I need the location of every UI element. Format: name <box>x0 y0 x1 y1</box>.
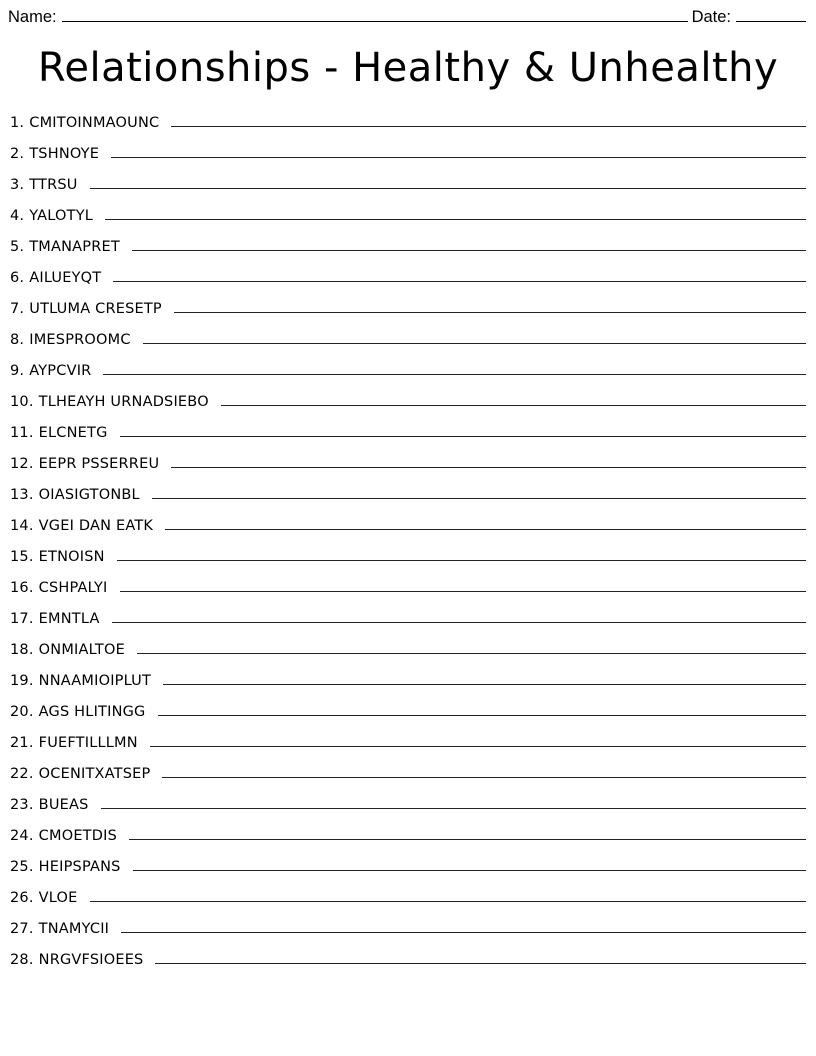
list-item <box>8 363 808 394</box>
list-item-number: 14. <box>10 518 34 534</box>
list-item-word: OCENITXATSEP <box>38 766 151 782</box>
list-item-number: 13. <box>10 487 34 503</box>
list-item <box>8 952 808 983</box>
list-item-number: 1. <box>10 115 25 131</box>
list-item-word: CMITOINMAOUNC <box>29 115 160 131</box>
list-item-word: BUEAS <box>38 797 89 813</box>
list-item <box>8 642 808 673</box>
list-item-word: ELCNETG <box>38 425 108 441</box>
list-item-number: 10. <box>10 394 34 410</box>
answer-write-line[interactable] <box>133 860 806 871</box>
answer-write-line[interactable] <box>158 705 807 716</box>
list-item <box>8 394 808 425</box>
list-item <box>8 766 808 797</box>
answer-write-line[interactable] <box>221 395 806 406</box>
list-item-number: 27. <box>10 921 34 937</box>
list-item <box>8 611 808 642</box>
answer-write-line[interactable] <box>120 581 806 592</box>
list-item-number: 26. <box>10 890 34 906</box>
answer-write-line[interactable] <box>113 271 806 282</box>
list-item-word: IMESPROOMC <box>29 332 131 348</box>
list-item-number: 17. <box>10 611 34 627</box>
list-item <box>8 828 808 859</box>
answer-write-line[interactable] <box>171 116 806 127</box>
answer-write-line[interactable] <box>120 426 806 437</box>
list-item-word: NRGVFSIOEES <box>38 952 144 968</box>
list-item-word: TLHEAYH URNADSIEBO <box>38 394 209 410</box>
list-item-word: AYPCVIR <box>29 363 92 379</box>
list-item-word: TMANAPRET <box>29 239 120 255</box>
list-item-word: ETNOISN <box>38 549 105 565</box>
answer-write-line[interactable] <box>143 333 806 344</box>
list-item-number: 21. <box>10 735 34 751</box>
list-item-number: 19. <box>10 673 34 689</box>
list-item <box>8 208 808 239</box>
list-item-number: 18. <box>10 642 34 658</box>
answer-write-line[interactable] <box>171 457 806 468</box>
date-label: Date: <box>691 8 731 26</box>
list-item-word: VGEI DAN EATK <box>38 518 154 534</box>
list-item-word: CMOETDIS <box>38 828 117 844</box>
answer-write-line[interactable] <box>165 519 806 530</box>
list-item-number: 25. <box>10 859 34 875</box>
scramble-list <box>8 115 808 983</box>
list-item <box>8 921 808 952</box>
list-item <box>8 270 808 301</box>
list-item <box>8 146 808 177</box>
list-item <box>8 859 808 890</box>
list-item-number: 11. <box>10 425 34 441</box>
name-label: Name: <box>8 8 57 26</box>
list-item <box>8 518 808 549</box>
list-item <box>8 115 808 146</box>
name-write-line[interactable] <box>62 9 688 22</box>
list-item-word: AILUEYQT <box>29 270 102 286</box>
list-item-number: 12. <box>10 456 34 472</box>
answer-write-line[interactable] <box>111 147 806 158</box>
list-item-number: 9. <box>10 363 25 379</box>
answer-write-line[interactable] <box>152 488 806 499</box>
list-item <box>8 177 808 208</box>
list-item-word: CSHPALYI <box>38 580 108 596</box>
list-item-number: 4. <box>10 208 25 224</box>
list-item-number: 15. <box>10 549 34 565</box>
list-item <box>8 735 808 766</box>
list-item <box>8 425 808 456</box>
list-item-word: OIASIGTONBL <box>38 487 140 503</box>
list-item-word: FUEFTILLLMN <box>38 735 138 751</box>
list-item-word: VLOE <box>38 890 78 906</box>
list-item-number: 5. <box>10 239 25 255</box>
answer-write-line[interactable] <box>150 736 806 747</box>
list-item-number: 3. <box>10 177 25 193</box>
list-item-number: 16. <box>10 580 34 596</box>
answer-write-line[interactable] <box>121 922 806 933</box>
answer-write-line[interactable] <box>117 550 806 561</box>
list-item-number: 23. <box>10 797 34 813</box>
list-item <box>8 797 808 828</box>
answer-write-line[interactable] <box>103 364 806 375</box>
list-item-word: TSHNOYE <box>29 146 100 162</box>
list-item-word: TTRSU <box>29 177 78 193</box>
list-item-word: NNAAMIOIPLUT <box>38 673 152 689</box>
list-item-number: 8. <box>10 332 25 348</box>
list-item-word: YALOTYL <box>29 208 94 224</box>
list-item <box>8 704 808 735</box>
list-item <box>8 673 808 704</box>
list-item <box>8 549 808 580</box>
worksheet-header <box>8 8 808 27</box>
list-item-word: UTLUMA CRESETP <box>29 301 162 317</box>
page-title: Relationships - Healthy & Unhealthy <box>37 45 779 91</box>
answer-write-line[interactable] <box>163 674 806 685</box>
list-item-number: 7. <box>10 301 25 317</box>
answer-write-line[interactable] <box>132 240 806 251</box>
answer-write-line[interactable] <box>129 829 806 840</box>
list-item <box>8 301 808 332</box>
answer-write-line[interactable] <box>90 891 806 902</box>
list-item-word: HEIPSPANS <box>38 859 121 875</box>
list-item-word: TNAMYCII <box>38 921 110 937</box>
list-item-word: EEPR PSSERREU <box>38 456 160 472</box>
answer-write-line[interactable] <box>112 612 806 623</box>
list-item <box>8 456 808 487</box>
answer-write-line[interactable] <box>90 178 806 189</box>
answer-write-line[interactable] <box>162 767 806 778</box>
answer-write-line[interactable] <box>174 302 806 313</box>
list-item-word: AGS HLITINGG <box>38 704 146 720</box>
list-item-number: 28. <box>10 952 34 968</box>
list-item-word: ONMIALTOE <box>38 642 125 658</box>
answer-write-line[interactable] <box>137 643 806 654</box>
answer-write-line[interactable] <box>105 209 806 220</box>
list-item-number: 20. <box>10 704 34 720</box>
list-item <box>8 580 808 611</box>
answer-write-line[interactable] <box>155 953 806 964</box>
list-item <box>8 239 808 270</box>
list-item <box>8 487 808 518</box>
date-write-line[interactable] <box>736 9 806 22</box>
list-item <box>8 890 808 921</box>
list-item-word: EMNTLA <box>38 611 100 627</box>
list-item <box>8 332 808 363</box>
list-item-number: 6. <box>10 270 25 286</box>
list-item-number: 22. <box>10 766 34 782</box>
list-item-number: 2. <box>10 146 25 162</box>
answer-write-line[interactable] <box>101 798 806 809</box>
list-item-number: 24. <box>10 828 34 844</box>
